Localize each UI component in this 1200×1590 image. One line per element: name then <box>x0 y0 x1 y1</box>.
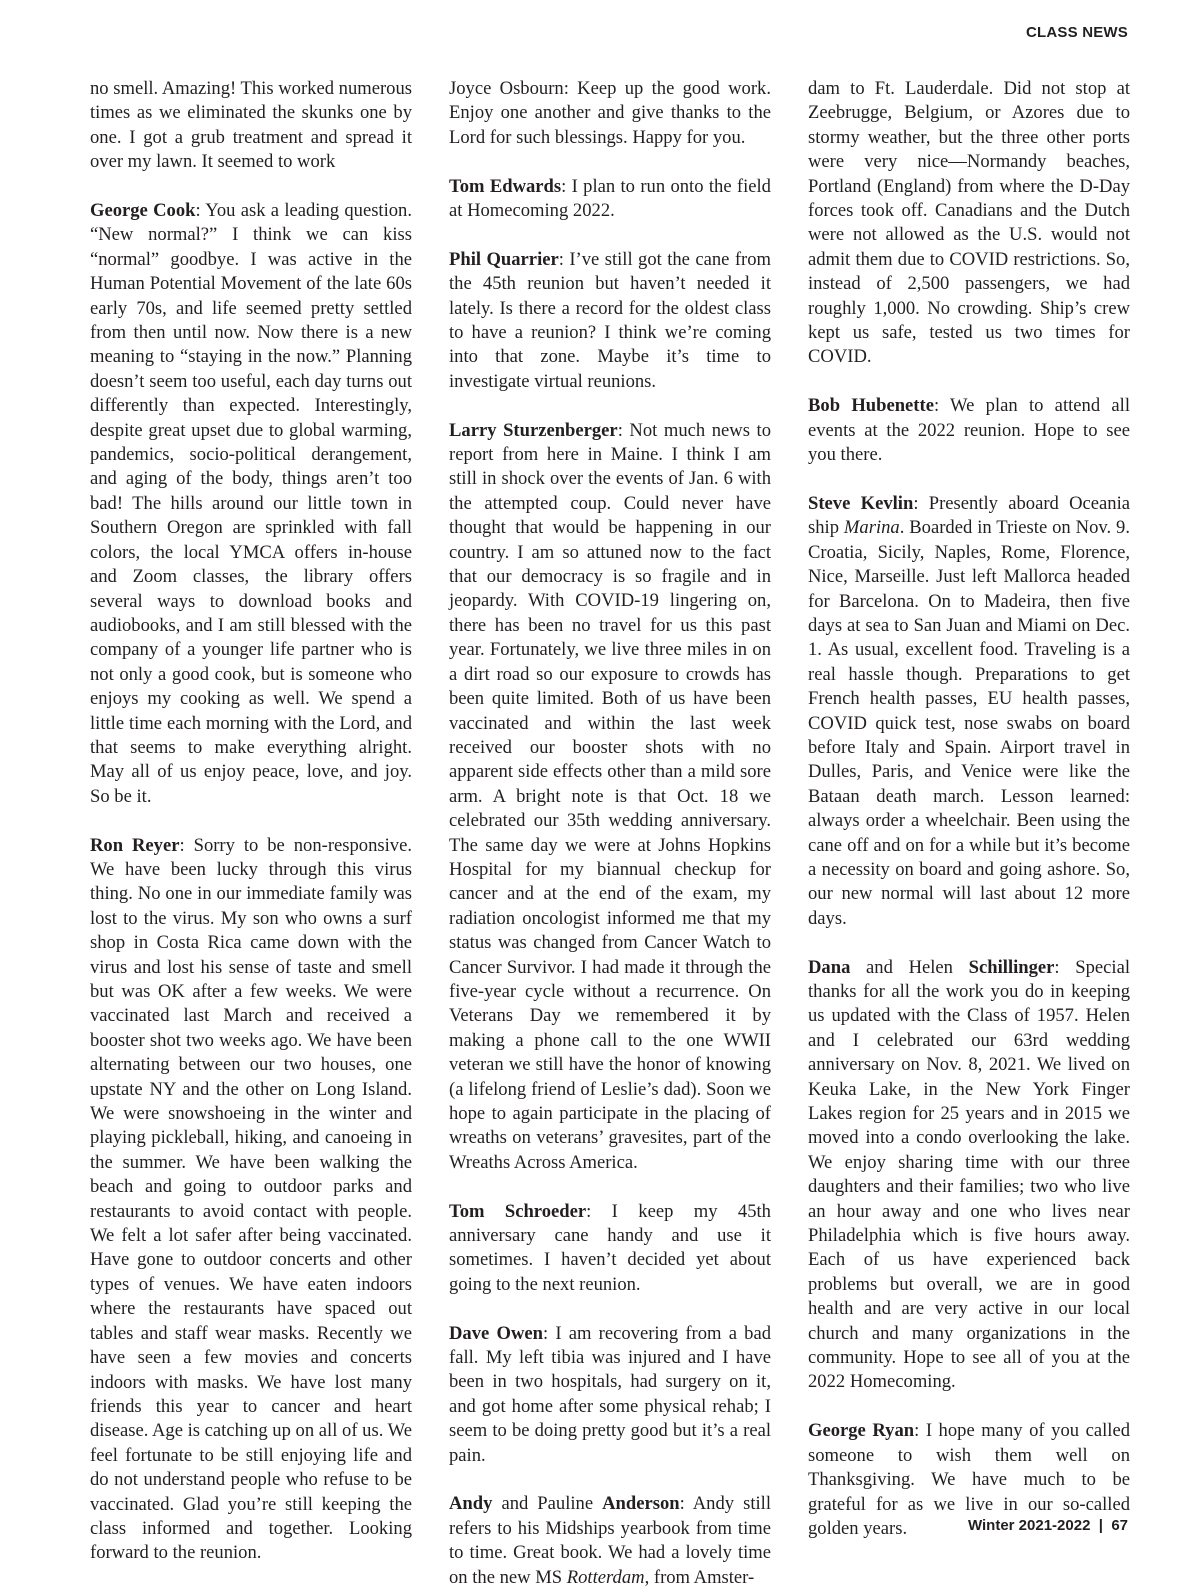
note-text: : I keep my 45th anniversary cane handy and use it sometimes. I haven’t decided yet about going to the next reunion. <box>449 1200 771 1295</box>
class-note-entry <box>808 492 1130 931</box>
issue-label: Winter 2021-2022 <box>967 1517 1091 1534</box>
class-note-entry <box>808 956 1130 1395</box>
note-text: Joyce Osbourn: Keep up the good work. Enjoy one another and give thanks to the Lord for such blessings. Happy for you. <box>449 78 771 148</box>
note-text: : I’ve still got the cane from the 45th reunion but haven’t needed it lately. Is there a record for the oldest class to have a reunion? I think we’re coming into that zone. Maybe it’s time to investigate virtual reunions. <box>449 248 771 392</box>
class-note-entry <box>449 77 771 150</box>
note-text: : Sorry to be non-responsive. We have been lucky through this virus thing. No one in our immediate family was lost to the virus. My son who owns a surf shop in Costa Rica came down with the virus and lost his sense of taste and smell but was OK after a few weeks. We were vaccinated last March and received a booster shot two weeks ago. We have been alternating between our two houses, one upstate NY and the other on Long Island. We were snowshoeing in the winter and playing pickleball, hiking, and canoeing in the summer. We have been walking the beach and going to outdoor parks and restaurants to avoid contact with people. We felt a lot safer after being vaccinated. Have gone to outdoor concerts and other types of venues. We have eaten indoors where the restaurants have spaced out tables and staff wear masks. Recently we have seen a few movies and concerts indoors with masks. We have lost many friends this year to cancer and heart disease. Age is catching up on all of us. We feel fortunate to be still enjoying life and do not understand people who refuse to be vaccinated. Glad you’re still keeping the class informed and together. Looking forward to the reunion. <box>90 834 412 1564</box>
classmate-name: Bob Hubenette <box>808 395 934 417</box>
class-note-entry <box>449 1322 771 1468</box>
class-note-entry <box>449 248 771 394</box>
note-text: , from Amster- <box>644 1566 755 1588</box>
classmate-name: Anderson <box>602 1493 680 1515</box>
note-text: : Special thanks for all the work you do in keeping us updated with the Class of 1957. Helen and I celebrated our 63rd wedding anniversary on Nov. 8, 2021. We lived on Keuka Lake, in the New York Finger Lakes region for 25 years and in 2015 we moved into a condo overlooking the lake. We enjoy sharing time with our three daughters and their families; two who live an hour away and one who lives near Philadelphia which is five hours away. Each of us have experienced back problems but overall, we are in good health and are very active in our local church and many organizations in the community. Hope to see all of you at the 2022 Homecoming. <box>808 956 1130 1393</box>
text-column-2 <box>449 77 771 1588</box>
footer-separator: | <box>1098 1517 1103 1534</box>
class-note-entry <box>90 77 412 175</box>
text-column-1 <box>90 77 413 1564</box>
classmate-name: Tom Edwards <box>449 175 562 197</box>
italic-text: Rotterdam <box>566 1566 645 1588</box>
class-note-entry <box>449 1200 771 1298</box>
classmate-name: George Ryan <box>808 1420 915 1442</box>
classmate-name: Ron Reyer <box>90 834 180 856</box>
note-text: . Boarded in Trieste on Nov. 9. Croatia, Sicily, Naples, Rome, Florence, Nice, Marseille. Just left Mallorca headed for Barcelona. On to Madeira, then five days at sea to San Juan and Miami on Dec. 1. As usual, excellent food. Traveling is a real hassle though. Preparations to get French health passes, EU health passes, COVID quick test, nose swabs on board before Italy and Spain. Airport travel in Dulles, Paris, and Venice were like the Bataan death march. Lesson learned: always order a wheelchair. Been using the cane off and on for a while but it’s become a necessity on board and going ashore. So, our new normal will last about 12 more days. <box>808 517 1130 929</box>
note-text: : Presently aboard Oceania ship <box>808 492 1131 539</box>
italic-text: Marina <box>843 517 900 539</box>
class-note-entry <box>90 834 412 1566</box>
class-note-entry <box>90 199 412 809</box>
page-footer <box>968 1517 1128 1534</box>
note-text: : I am recovering from a bad fall. My left tibia was injured and I have been in two hospitals, had surgery on it, and got home after some physical rehab; I seem to be doing pretty good but it’s a real pain. <box>449 1322 771 1466</box>
classmate-name: Larry Sturzenberger <box>449 419 618 441</box>
classmate-name: Steve Kevlin <box>808 492 914 514</box>
note-text: : Andy still refers to his Midships yearbook from time to time. Great book. We had a lovely time on the new MS <box>449 1493 771 1588</box>
note-text: : Not much news to report from here in Maine. I think I am still in shock over the events of Jan. 6 with the attempted coup. Could never have thought that would be happening in our country. I am so attuned now to the fact that our democracy is so fragile and in jeopardy. With COVID-19 lingering on, there has been no travel for us this past year. Fortunately, we live three miles in on a dirt road so our exposure to crowds has been quite limited. Both of us have been vaccinated and within the last week received our booster shots with no apparent side effects other than a mild sore arm. A bright note is that Oct. 18 we celebrated our 35th wedding anniversary. The same day we were at Johns Hopkins Hospital for my biannual checkup for cancer and at the end of the exam, my radiation oncologist informed me that my status was changed from Cancer Watch to Cancer Survivor. I had made it through the five-year cycle without a recurrence. On Veterans Day we remembered it by making a phone call to the one WWII veteran we still have the honor of knowing (a lifelong friend of Leslie’s dad). Soon we hope to again participate in the placing of wreaths on veterans’ gravesites, part of the Wreaths Across America. <box>449 419 771 1173</box>
class-note-entry <box>449 1492 771 1590</box>
class-note-entry <box>808 394 1130 467</box>
note-text: dam to Ft. Lauderdale. Did not stop at Zeebrugge, Belgium, or Azores due to stormy weather, but the three other ports were very nice—Normandy beaches, Portland (England) from where the D-Day forces took off. Canadians and the Dutch were not allowed as the U.S. would not admit them due to COVID restrictions. So, instead of 2,500 passengers, we had roughly 1,000. No crowding. Ship’s crew kept us safe, tested us two times for COVID. <box>808 78 1130 368</box>
class-note-entry <box>449 419 771 1176</box>
note-text: and Pauline <box>492 1493 603 1515</box>
note-text: : I plan to run onto the field at Homecoming 2022. <box>449 175 771 222</box>
class-note-entry <box>808 77 1130 370</box>
note-text: : I hope many of you called someone to wish them well on Thanksgiving. We have much to be grateful for as we live in our so-called golden years. <box>808 1420 1130 1539</box>
class-note-entry <box>449 175 771 224</box>
classmate-name: Andy <box>449 1493 493 1515</box>
classmate-name: Dana <box>808 956 851 978</box>
note-text: : You ask a leading question. “New normal?” I think we can kiss “normal” goodbye. I was active in the Human Potential Movement of the late 60s early 70s, and life seemed pretty settled from then until now. Now there is a new meaning to “staying in the now.” Planning doesn’t seem too useful, each day turns out differently than expected. Interestingly, despite great upset due to global warming, pandemics, socio-political derangement, and aging of the body, things aren’t too bad! The hills around our little town in Southern Oregon are sprinkled with fall colors, the local YMCA offers in-house and Zoom classes, the library offers several ways to download books and audiobooks, and I am still blessed with the company of a younger life partner who is not only a good cook, but is someone who enjoys my cooking as well. We spend a little time each morning with the Lord, and that seems to make everything alright. May all of us enjoy peace, love, and joy. So be it. <box>90 200 413 807</box>
classmate-name: Phil Quarrier <box>449 248 559 270</box>
note-text: and Helen <box>850 956 969 978</box>
section-title: CLASS NEWS <box>1025 24 1128 41</box>
note-text: : We plan to attend all events at the 2022 reunion. Hope to see you there. <box>808 395 1130 466</box>
classmate-name: George Cook <box>90 200 196 222</box>
classmate-name: Tom Schroeder <box>449 1200 587 1222</box>
note-text: no smell. Amazing! This worked numerous times as we eliminated the skunks one by one. I got a grub treatment and spread it over my lawn. It seemed to work <box>90 78 412 173</box>
page-number: 67 <box>1111 1517 1128 1534</box>
classmate-name: Dave Owen <box>449 1322 543 1344</box>
classmate-name: Schillinger <box>968 956 1055 978</box>
